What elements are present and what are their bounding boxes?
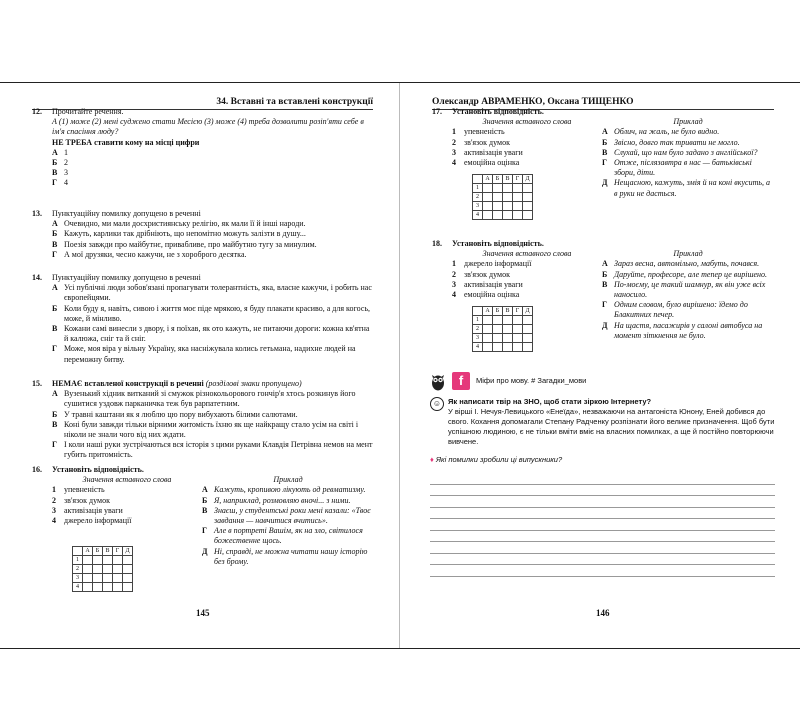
grid-cell[interactable]: [123, 574, 133, 583]
grid-cell[interactable]: [93, 583, 103, 592]
grid-cell[interactable]: [93, 556, 103, 565]
option[interactable]: [52, 148, 374, 158]
option-text: Кожани самі винесли з двору, і я поїхав, як ото кажуть, не питаючи дороги: кожна кв'ятна й калюжа, сніг та й сніг.: [64, 324, 370, 344]
q-number: 15.: [32, 379, 42, 388]
option-letter: 3: [52, 505, 56, 515]
option-text: Але в портреті Вашім, як на зло, світилося божественне щось.: [214, 526, 363, 546]
grid-cell[interactable]: [523, 211, 533, 220]
grid-row-header: 4: [473, 211, 483, 220]
grid-cell[interactable]: [103, 574, 113, 583]
grid-cell[interactable]: [483, 202, 493, 211]
grid-cell[interactable]: [503, 334, 513, 343]
myths-question: Як написати твір на ЗНО, щоб стати зіркою Інтернету?: [448, 397, 652, 406]
option[interactable]: [452, 138, 602, 148]
option-text: активізація уваги: [64, 505, 123, 515]
option-text: Слухай, що нам було задано з англійської?: [614, 147, 758, 157]
option[interactable]: [202, 485, 374, 495]
option-text: Одним словом, було вирішено: їдемо до Блакитних печер.: [614, 300, 748, 320]
option-letter: 3: [452, 279, 456, 289]
option[interactable]: [602, 158, 774, 178]
option-text: Очевидно, ми мали досхристиянську релігію, як мали її й інші народи.: [64, 219, 306, 229]
option[interactable]: [452, 259, 602, 269]
grid-row-header: 3: [73, 574, 83, 583]
option-text: Знаєш, у студентські роки мені казали: «Твоє завдання — навчитися вчитись».: [214, 505, 371, 526]
option[interactable]: [202, 547, 374, 567]
answer-grid[interactable]: [472, 174, 533, 220]
grid-row-header: 1: [473, 184, 483, 193]
grid-cell[interactable]: [113, 556, 123, 565]
grid-cell[interactable]: [503, 202, 513, 211]
grid-cell[interactable]: [103, 565, 113, 574]
items-list: [52, 485, 202, 526]
write-line[interactable]: [430, 565, 775, 577]
answer-grid[interactable]: [72, 546, 133, 592]
grid-cell[interactable]: [513, 202, 523, 211]
option-letter: Б: [52, 229, 58, 239]
grid-cell[interactable]: [83, 574, 93, 583]
grid-cell[interactable]: [483, 343, 493, 352]
option-letter: 2: [52, 495, 56, 505]
grid-cell[interactable]: [523, 202, 533, 211]
option[interactable]: [602, 138, 774, 148]
grid-cell[interactable]: [493, 334, 503, 343]
option[interactable]: [52, 324, 374, 344]
grid-col-header: Б: [493, 307, 503, 316]
option-text: 3: [64, 168, 68, 178]
grid-cell[interactable]: [123, 583, 133, 592]
q-number: 14.: [32, 273, 42, 282]
left-page: [0, 83, 400, 648]
option[interactable]: [52, 168, 374, 178]
option[interactable]: [52, 158, 374, 168]
option[interactable]: [52, 178, 374, 188]
question-18: [432, 239, 774, 352]
write-line[interactable]: [430, 508, 775, 520]
option-letter: А: [52, 389, 58, 399]
grid-cell[interactable]: [513, 316, 523, 325]
option[interactable]: [52, 516, 202, 526]
grid-cell[interactable]: [483, 193, 493, 202]
option-letter: В: [52, 324, 58, 334]
grid-row-header: 3: [473, 202, 483, 211]
option-text: 4: [64, 178, 68, 188]
q-title: Установіть відповідність.: [452, 239, 544, 248]
examples-list: [602, 259, 774, 341]
grid-cell[interactable]: [493, 193, 503, 202]
option-text: упевненість: [64, 485, 105, 495]
option[interactable]: [602, 300, 774, 320]
option-text: Нещасною, кажуть, змія й на коні вкусить, а в руки не дасться.: [614, 178, 770, 198]
page-number: 145: [196, 608, 210, 618]
option-letter: В: [602, 279, 608, 289]
option-letter: Г: [202, 526, 208, 536]
option[interactable]: [202, 526, 374, 546]
option-letter: Б: [52, 303, 58, 313]
column-header: Значення вставного слова: [482, 117, 572, 127]
option-letter: А: [52, 283, 58, 293]
option-text: зв'язок думок: [64, 495, 110, 505]
grid-cell[interactable]: [113, 565, 123, 574]
option-text: Вузенький хідник витканий зі смужок різнокольорового гончір'я хтось розкинув його сушитися уздовж парканичка теж був рарпатетним.: [64, 389, 356, 409]
option-text: Зараз весна, автомільно, мабуть, почався.: [614, 259, 760, 269]
grid-cell[interactable]: [503, 211, 513, 220]
grid-cell[interactable]: [113, 583, 123, 592]
option-text: Усі публічні люди зобов'язані пропагувати толерантність, яка, власне кажучи, і робить нас європейцями.: [64, 283, 372, 303]
grid-col-header: А: [83, 547, 93, 556]
grid-cell[interactable]: [513, 193, 523, 202]
option[interactable]: [52, 219, 374, 229]
option-letter: Б: [202, 495, 208, 505]
option-text: Я, наприклад, розмовляю вночі... з ними.: [214, 495, 351, 505]
write-line[interactable]: [430, 496, 775, 508]
grid-cell[interactable]: [483, 184, 493, 193]
q-title: Прочитайте речення.: [52, 107, 124, 116]
option-letter: А: [202, 485, 208, 495]
option-text: 2: [64, 158, 68, 168]
option[interactable]: [202, 496, 374, 506]
option-letter: 1: [452, 259, 456, 269]
option-text: А мої друзяки, чесно кажучи, не з хороброго десятка.: [64, 249, 247, 259]
grid-col-header: Б: [493, 175, 503, 184]
grid-corner: [473, 307, 483, 316]
grid-row-header: 2: [473, 193, 483, 202]
option-text: джерело інформації: [64, 516, 132, 526]
grid-col-header: А: [483, 175, 493, 184]
question-12: [32, 107, 374, 189]
grid-cell[interactable]: [503, 325, 513, 334]
q-title: Установіть відповідність.: [452, 107, 544, 116]
option-letter: Г: [52, 440, 58, 450]
diamond-icon: ♦: [430, 455, 434, 464]
question-16: [32, 465, 374, 592]
grid-cell[interactable]: [513, 334, 523, 343]
option-letter: Б: [52, 158, 58, 168]
items-list: [452, 259, 602, 300]
grid-cell[interactable]: [513, 211, 523, 220]
option-letter: 3: [452, 147, 456, 157]
grid-row-header: 4: [473, 343, 483, 352]
option-letter: 1: [52, 485, 56, 495]
q-title: Установіть відповідність.: [52, 465, 144, 474]
option[interactable]: [52, 506, 202, 516]
option-letter: 4: [52, 516, 56, 526]
options-list: [32, 148, 374, 189]
option[interactable]: [52, 283, 374, 303]
grid-cell[interactable]: [523, 193, 533, 202]
option[interactable]: [602, 148, 774, 158]
grid-cell[interactable]: [503, 184, 513, 193]
grid-cell[interactable]: [113, 574, 123, 583]
left-running-head: 34. Вставні та вставлені конструкції: [32, 83, 373, 110]
option-text: емоційна оцінка: [464, 158, 520, 168]
option-text: По-моєму, це такий шамнур, як він уже всіх наносило.: [614, 279, 766, 300]
option-text: активізація уваги: [464, 279, 523, 289]
grid-cell[interactable]: [523, 325, 533, 334]
answer-lines[interactable]: [430, 473, 775, 577]
grid-cell[interactable]: [493, 202, 503, 211]
grid-corner: [73, 547, 83, 556]
grid-cell[interactable]: [503, 193, 513, 202]
option-text: активізація уваги: [464, 147, 523, 157]
option[interactable]: [452, 127, 602, 137]
column-header: Приклад: [673, 249, 703, 259]
q-note: (розділові знаки пропущено): [203, 379, 302, 388]
option-letter: Д: [602, 178, 608, 188]
grid-col-header: В: [103, 547, 113, 556]
q-number: 17.: [432, 107, 442, 116]
option-text: 1: [64, 147, 68, 157]
option-text: І коли наші руки зустрічаються вся історія з цими руками Клавдія Петрівна немов на мент губить притомність.: [64, 440, 373, 460]
grid-corner: [473, 175, 483, 184]
option-letter: Г: [602, 300, 608, 310]
option[interactable]: [52, 420, 374, 440]
grid-cell[interactable]: [503, 343, 513, 352]
grid-cell[interactable]: [93, 565, 103, 574]
option-text: Коні були завжди тільки вірними житомість їхню як ще найкращу стало усім на світі і ніколи не знали чого від них ждати.: [64, 419, 359, 440]
option-letter: Д: [202, 546, 208, 556]
option[interactable]: [52, 440, 374, 460]
option-text: джерело інформації: [464, 259, 532, 269]
option-letter: Г: [52, 344, 58, 354]
option-letter: В: [52, 239, 58, 249]
option[interactable]: [602, 259, 774, 269]
grid-col-header: В: [503, 175, 513, 184]
items-list: [452, 127, 602, 168]
options-list: [32, 283, 374, 365]
grid-col-header: Б: [93, 547, 103, 556]
q-number: 18.: [432, 239, 442, 248]
option-letter: 4: [452, 290, 456, 300]
option[interactable]: [602, 321, 774, 341]
q-instruction: НЕ ТРЕБА ставити кому на місці цифри: [52, 137, 200, 147]
examples-list: [602, 127, 774, 198]
option-text: Облич, на жаль, не було видно.: [614, 127, 720, 137]
write-line[interactable]: [430, 554, 775, 566]
grid-cell[interactable]: [103, 556, 113, 565]
question-17: [432, 107, 774, 220]
grid-cell[interactable]: [493, 316, 503, 325]
option[interactable]: [452, 148, 602, 158]
option-text: На щастя, пасажирів у салоні автобуса на момент зіткнення не було.: [614, 320, 763, 340]
myths-tag: Міфи про мову. # Загадки_мови: [476, 376, 587, 385]
q-number: 12.: [32, 107, 42, 116]
grid-cell[interactable]: [83, 583, 93, 592]
column-header: Приклад: [273, 475, 303, 485]
option-text: Поезія завжди про майбутнє, привабливе, про майбутню тугу за минулим.: [64, 239, 317, 249]
options-list: [32, 389, 374, 460]
column-header: Приклад: [673, 117, 703, 127]
grid-cell[interactable]: [483, 211, 493, 220]
option-text: Кажуть, кропивою лікують од ревматизму.: [214, 485, 366, 495]
option[interactable]: [52, 389, 374, 409]
option-letter: Г: [602, 158, 608, 168]
write-line[interactable]: [430, 485, 775, 497]
grid-row-header: 4: [73, 583, 83, 592]
grid-cell[interactable]: [123, 556, 133, 565]
grid-cell[interactable]: [103, 583, 113, 592]
grid-col-header: Г: [113, 547, 123, 556]
question-15: [32, 379, 374, 461]
question-13: [32, 209, 374, 260]
grid-col-header: Г: [513, 175, 523, 184]
option-letter: Г: [52, 178, 58, 188]
option-letter: В: [52, 419, 58, 429]
grid-cell[interactable]: [523, 184, 533, 193]
option-letter: В: [52, 168, 58, 178]
book-spread: [0, 82, 800, 649]
grid-row-header: 1: [73, 556, 83, 565]
facebook-icon[interactable]: f: [452, 372, 470, 390]
grid-cell[interactable]: [493, 325, 503, 334]
option[interactable]: [452, 280, 602, 290]
option-text: зв'язок думок: [464, 137, 510, 147]
option[interactable]: [602, 127, 774, 137]
q-title: Пунктуаційну помилку допущено в реченні: [52, 209, 201, 218]
grid-col-header: Д: [123, 547, 133, 556]
options-list: [32, 219, 374, 260]
option[interactable]: [52, 250, 374, 260]
column-header: Значення вставного слова: [82, 475, 172, 485]
myths-text: У вірші І. Нечуя-Левицького «Енеїда», незважаючи на антагоніста Юнону, Еней добився до свого. Кохання допомагали Степану Радченку розпізнати його велике призначення. Щоб бути успішною людиною, є не тільки вміти вміє на власних помилках, а ще й постійно повторюючи вивчене.: [448, 407, 775, 446]
grid-col-header: Г: [513, 307, 523, 316]
grid-cell[interactable]: [493, 184, 503, 193]
option-letter: Б: [52, 409, 58, 419]
q-title: Пунктуаційну помилку допущено в реченні: [52, 273, 201, 282]
option-letter: 4: [452, 158, 456, 168]
option-text: зв'язок думок: [464, 269, 510, 279]
examples-list: [202, 485, 374, 567]
grid-row-header: 3: [473, 334, 483, 343]
option[interactable]: [52, 304, 374, 324]
option-letter: В: [202, 505, 208, 515]
option-text: Коли буду я, навіть, сивою і життя моє піде мрякою, я буду плакати красиво, а для когось, може, й мінливо.: [64, 303, 371, 323]
grid-col-header: Д: [523, 307, 533, 316]
option-letter: Б: [602, 269, 608, 279]
option-letter: Г: [52, 249, 58, 259]
grid-col-header: В: [503, 307, 513, 316]
option[interactable]: [52, 229, 374, 239]
grid-cell[interactable]: [483, 325, 493, 334]
grid-row-header: 2: [73, 565, 83, 574]
answer-grid[interactable]: [472, 306, 533, 352]
myths-box: [430, 371, 775, 577]
q-title: НЕМАЄ вставленої конструкції в реченні: [52, 379, 204, 388]
owl-icon: [430, 371, 446, 391]
option[interactable]: [52, 496, 202, 506]
option-text: Кажуть, карлики так дрібніють, що непомітно можуть залізти в душу...: [64, 229, 306, 239]
option[interactable]: [452, 158, 602, 168]
option-text: упевненість: [464, 127, 505, 137]
myths-prompt: Які помилки зробили ці випускники?: [435, 455, 563, 464]
option-text: емоційна оцінка: [464, 290, 520, 300]
grid-cell[interactable]: [93, 574, 103, 583]
option-letter: 1: [452, 127, 456, 137]
write-line[interactable]: [430, 473, 775, 485]
write-line[interactable]: [430, 542, 775, 554]
option-text: Отже, післязавтра в нас — батьківські збори, діти.: [614, 158, 752, 178]
option[interactable]: [452, 270, 602, 280]
option-letter: 2: [452, 137, 456, 147]
option-letter: Д: [602, 320, 608, 330]
option[interactable]: [452, 290, 602, 300]
option-letter: 2: [452, 269, 456, 279]
option-letter: А: [52, 219, 58, 229]
grid-col-header: Д: [523, 175, 533, 184]
grid-cell[interactable]: [483, 316, 493, 325]
grid-cell[interactable]: [123, 565, 133, 574]
option-letter: А: [602, 127, 608, 137]
option[interactable]: [52, 344, 374, 364]
grid-cell[interactable]: [503, 316, 513, 325]
grid-cell[interactable]: [83, 556, 93, 565]
grid-cell[interactable]: [493, 211, 503, 220]
smile-icon: ☺: [430, 397, 444, 411]
grid-cell[interactable]: [513, 325, 523, 334]
grid-cell[interactable]: [523, 334, 533, 343]
option[interactable]: [52, 485, 202, 495]
option-text: Може, моя віра у вільну Україну, яка насніжувала колись гетьмана, надихне людей на переможну битву.: [64, 344, 356, 364]
option-text: У травні каштани як я люблю цю пору вибухають білими салютами.: [64, 409, 298, 419]
write-line[interactable]: [430, 519, 775, 531]
option-letter: В: [602, 147, 608, 157]
option-letter: А: [52, 147, 58, 157]
q-number: 13.: [32, 209, 42, 218]
grid-cell[interactable]: [513, 343, 523, 352]
grid-cell[interactable]: [513, 184, 523, 193]
option[interactable]: [52, 240, 374, 250]
grid-cell[interactable]: [483, 334, 493, 343]
option-letter: Б: [602, 137, 608, 147]
option[interactable]: [52, 410, 374, 420]
column-header: Значення вставного слова: [482, 249, 572, 259]
write-line[interactable]: [430, 531, 775, 543]
grid-cell[interactable]: [493, 343, 503, 352]
option[interactable]: [602, 270, 774, 280]
question-14: [32, 273, 374, 365]
page-number: 146: [596, 608, 610, 618]
grid-col-header: А: [483, 307, 493, 316]
option[interactable]: [202, 506, 374, 526]
grid-cell[interactable]: [83, 565, 93, 574]
option-text: Даруйте, професоре, але тепер це вирішено.: [614, 269, 768, 279]
grid-row-header: 2: [473, 325, 483, 334]
grid-row-header: 1: [473, 316, 483, 325]
grid-cell[interactable]: [523, 343, 533, 352]
option[interactable]: [602, 280, 774, 300]
option-text: Ні, справді, не можна читати нашу історію без брому.: [214, 546, 368, 566]
right-running-head: Олександр АВРАМЕНКО, Оксана ТИЩЕНКО: [432, 83, 774, 110]
q-number: 16.: [32, 465, 42, 474]
q-text: А (1) може (2) мені суджено стати Месією (3) може (4) треба дозволити розіп'яти себе в ім'я спасіння люду?: [52, 117, 364, 137]
option-text: Звісно, довго так тривати не могло.: [614, 137, 740, 147]
grid-cell[interactable]: [523, 316, 533, 325]
option-letter: А: [602, 259, 608, 269]
option[interactable]: [602, 178, 774, 198]
